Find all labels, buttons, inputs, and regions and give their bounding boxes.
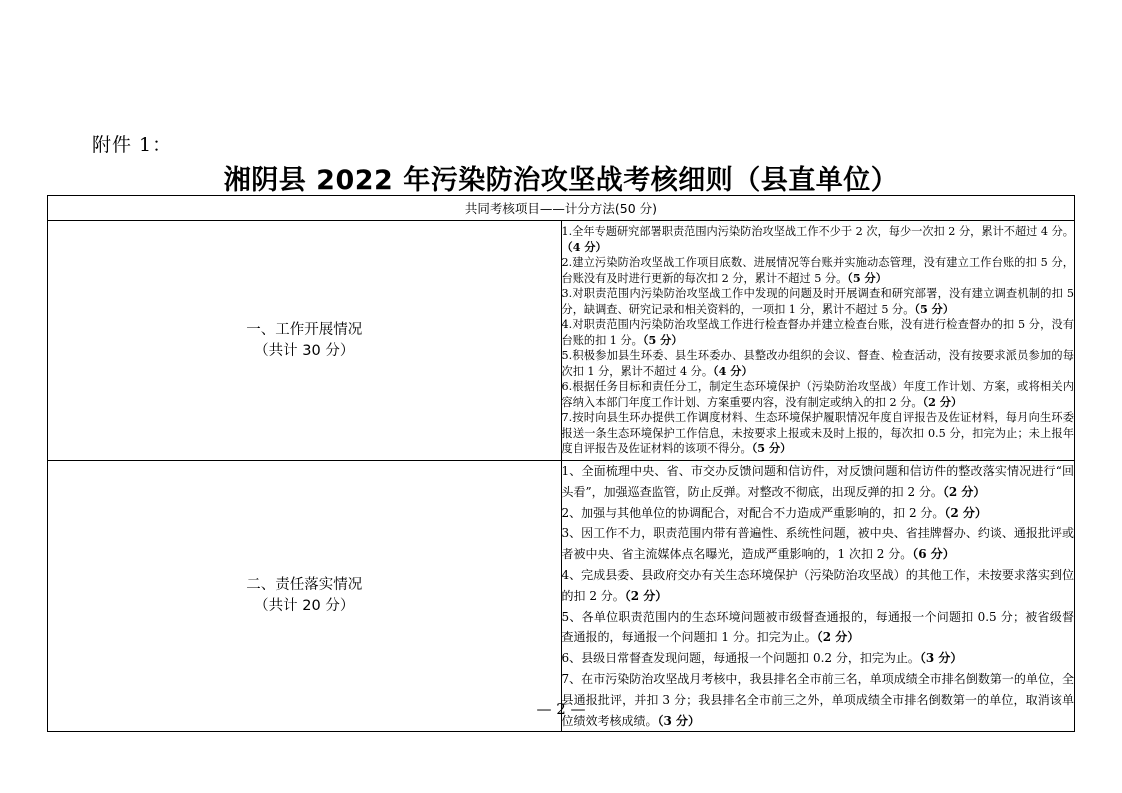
criterion-text: 7.按时向县生环办提供工作调度材料、生态环境保护履职情况年度自评报告及佐证材料，每月向生环委报送一条生态环境保护工作信息，未按要求上报或未及时上报的，每次扣 0.5 分，扣完为止；未上报年度自评报告及佐证材料的该项不得分。 <box>561 411 1074 456</box>
criterion-text: 3、因工作不力，职责范围内带有普遍性、系统性问题，被中央、省挂牌督办、约谈、通报批评或者被中央、省主流媒体点名曝光，造成严重影响的，1 次扣 2 分。 <box>561 526 1074 562</box>
attachment-label: 附件 1： <box>92 134 173 156</box>
criterion-points: （2 分） <box>944 505 987 520</box>
criterion-text: 4.对职责范围内污染防治攻坚战工作进行检查督办并建立检查台账，没有进行检查督办的扣 5 分，没有台账的扣 1 分。 <box>561 318 1074 347</box>
section-row-responsibility <box>48 461 1075 732</box>
criterion-item <box>562 607 1075 649</box>
criterion-item <box>562 523 1075 565</box>
criterion-item <box>562 348 1075 379</box>
criterion-text: 1.全年专题研究部署职责范围内污染防治攻坚战工作不少于 2 次，每少一次扣 2 分，累计不超过 4 分。 <box>561 225 1074 239</box>
criterion-text: 2、加强与其他单位的协调配合，对配合不力造成严重影响的，扣 2 分。 <box>561 505 945 520</box>
criterion-text: 2.建立污染防治攻坚战工作项目底数、进展情况等台账并实施动态管理，没有建立工作台账的扣 5 分，台账没有及时进行更新的每次扣 2 分，累计不超过 5 分。 <box>561 256 1074 285</box>
criterion-text: 4、完成县委、县政府交办有关生态环境保护（污染防治攻坚战）的其他工作，未按要求落实到位的扣 2 分。 <box>561 567 1074 603</box>
criterion-points: （4 分） <box>561 239 607 254</box>
criterion-item <box>562 379 1075 410</box>
table-header-row <box>48 196 1075 221</box>
criterion-text: 5.积极参加县生环委、县生环委办、县整改办组织的会议、督查、检查活动，没有按要求派员参加的每次扣 1 分，累计不超过 4 分。 <box>561 349 1074 378</box>
criterion-text: 5、各单位职责范围内的生态环境问题被市级督查通报的，每通报一个问题扣 0.5 分；被省级督查通报的，每通报一个问题扣 1 分。扣完为止。 <box>561 609 1074 645</box>
section-items-cell <box>561 221 1075 461</box>
criterion-points: （2 分） <box>942 484 986 499</box>
section-category-cell <box>48 221 562 461</box>
criterion-item <box>562 286 1075 317</box>
section-row-work <box>48 221 1075 461</box>
section-subtotal: （共计 30 分） <box>254 342 355 359</box>
criterion-text: 6、县级日常督查发现问题，每通报一个问题扣 0.2 分，扣完为止。 <box>561 651 920 666</box>
criterion-item <box>562 224 1075 255</box>
criterion-item <box>562 317 1075 348</box>
criterion-item <box>562 410 1075 457</box>
criterion-points: （5 分） <box>642 332 683 347</box>
criterion-points: （2 分） <box>624 588 668 603</box>
criterion-points: （5 分） <box>847 270 887 285</box>
section-name: 二、责任落实情况 <box>246 577 363 594</box>
criterion-points: （6 分） <box>912 547 955 562</box>
criterion-item <box>562 461 1075 503</box>
section-name: 一、工作开展情况 <box>246 321 363 338</box>
criterion-points: （3 分） <box>657 713 701 728</box>
criterion-points: （4 分） <box>713 363 753 378</box>
criterion-item <box>562 255 1075 286</box>
criterion-points: （3 分） <box>919 651 963 666</box>
section-items-cell <box>561 461 1075 732</box>
criterion-text: 7、在市污染防治攻坚战月考核中，我县排名全市前三名，单项成绩全市排名倒数第一的单位，全县通报批评，并扣 3 分；我县排名全市前三之外，单项成绩全市排名倒数第一的单位，取消该单位绩效考核成绩。 <box>561 671 1074 728</box>
criterion-text: 3.对职责范围内污染防治攻坚战工作中发现的问题及时开展调查和研究部署，没有建立调查机制的扣 5 分，缺调查、研究记录和相关资料的，一项扣 1 分，累计不超过 5 分。 <box>561 287 1074 316</box>
assessment-table <box>47 195 1075 732</box>
page-number: — 2 — <box>536 700 586 718</box>
criterion-points: （2 分） <box>922 394 963 409</box>
criterion-points: （5 分） <box>914 301 955 316</box>
document-title: 湘阴县 2022 年污染防治攻坚战考核细则（县直单位） <box>223 165 899 196</box>
criterion-points: （2 分） <box>816 630 860 645</box>
section-subtotal: （共计 20 分） <box>254 598 355 615</box>
criterion-text: 6.根据任务目标和责任分工，制定生态环境保护（污染防治攻坚战）年度工作计划、方案，或将相关内容纳入本部门年度工作计划、方案重要内容，没有制定或纳入的扣 2 分。 <box>561 380 1074 409</box>
criterion-item <box>562 648 1075 669</box>
criterion-item <box>562 503 1075 524</box>
section-category-cell <box>48 461 562 732</box>
table-header: 共同考核项目——计分方法(50 分) <box>48 196 1075 221</box>
criterion-points: （5 分） <box>751 441 792 456</box>
criterion-text: 1、全面梳理中央、省、市交办反馈问题和信访件，对反馈问题和信访件的整改落实情况进行“回头看”，加强巡查监管，防止反弹。对整改不彻底，出现反弹的扣 2 分。 <box>561 464 1074 499</box>
criterion-item <box>562 565 1075 607</box>
